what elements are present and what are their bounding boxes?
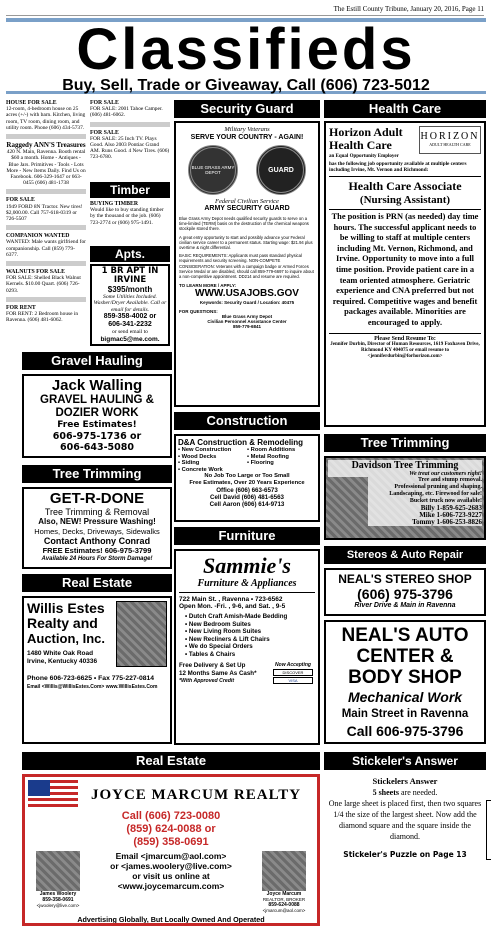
healthcare-intro: has the following job opportunity available at multiple centers including Irvine, Mt. Vernon and Richmond: (329, 161, 467, 173)
list-item: • Concrete Work (178, 466, 223, 473)
realestate1-phone: Phone 606-723-6625 • Fax 775-227-0814 (27, 675, 155, 682)
auto-l4: Mechanical Work (347, 689, 463, 705)
tree1-title: GET-R-DONE (49, 490, 145, 507)
stereo-phone: (606) 975-3796 (357, 586, 453, 602)
apts-phone2: 606-341-2232 (108, 321, 152, 329)
realestate1-email[interactable]: Email <Willis@WillisEstes.Com> www.WillisEstes.Com (27, 684, 158, 690)
list-item: • Wood Decks (178, 453, 217, 460)
apts-price: $395/month (107, 285, 153, 294)
auto-l6: Call 606-975-3796 (346, 723, 464, 739)
agent-photo (116, 601, 167, 667)
tree1-service: Tree Trimming & Removal (44, 507, 150, 517)
agent-photo-2 (262, 851, 306, 891)
tree2-tag: We treat our customers right! (328, 471, 482, 477)
security-p1: Blue Grass Army Depot needs qualified security guards to serve on a time-limited (TERM) basis on the destruction of the chemical weapons stockpile stored there. (179, 216, 309, 232)
list-item: • New Recliners & Lift Chairs (185, 635, 270, 643)
list-item: • Siding (178, 460, 200, 467)
divider (6, 297, 86, 302)
healthcare-send: Please Send Resume To: (329, 333, 481, 342)
furniture-list (185, 613, 315, 659)
healthcare-title: Health Care Associate (329, 176, 481, 194)
gravel-heading: Gravel Hauling (22, 352, 172, 370)
stereo-ad (324, 568, 486, 616)
divider (90, 122, 170, 127)
list-item: FOR SALE FOR SALE: 2001 Tahoe Camper. (606) 481-6062. (90, 100, 163, 119)
apts-body: Some Utilities Included. Washer/Dryer Available. Call or email for details. (93, 294, 167, 313)
timber-title: BUYING TIMBER (90, 201, 139, 207)
gravel-phone2: 606-643-5080 (60, 442, 134, 453)
apts-email: bigmac5@me.com. (100, 335, 160, 343)
tree1-free: FREE Estimates! 606-975-3799 (42, 546, 152, 555)
stickeler-heading: Stickeler's Answer (324, 752, 486, 770)
tree1-ad (22, 487, 172, 569)
divider (6, 134, 86, 139)
stickeler-title: Stickelers Answer (372, 776, 438, 786)
gravel-service: GRAVEL HAULING & (40, 394, 154, 406)
list-item: FOR RENT FOR RENT: 2 Bedroom house in Ravenna. (606) 481-6062. (6, 304, 79, 324)
tree1-new: Also, NEW! Pressure Washing! (38, 517, 156, 526)
gravel-phone1: 606-975-1736 or (52, 431, 142, 442)
tree2-heading: Tree Trimming (324, 434, 486, 452)
realestate2-top (28, 780, 314, 810)
guard-seal: GUARD (256, 145, 306, 195)
stereo-loc: River Drive & Main in Ravenna (354, 602, 456, 609)
list-item: • We do Special Orders (185, 643, 253, 651)
security-questions: FOR QUESTIONS: (179, 309, 218, 315)
list-item: • New Construction (178, 447, 232, 453)
furniture-sub: Furniture & Appliances (179, 578, 315, 593)
list-item: • Metal Roofing (247, 453, 289, 460)
page-header: The Estill County Tribune, January 20, 2016, Page 11 (333, 5, 484, 13)
realestate2-name: JOYCE MARCUM REALTY (90, 786, 302, 803)
realestate2-p2: (859) 624-0088 or (126, 823, 216, 835)
security-serve: SERVE YOUR COUNTRY - AGAIN! (190, 134, 304, 141)
list-item: • New Living Room Suites (185, 628, 262, 636)
furniture-cards (271, 662, 315, 685)
tree2-services: Tree and stump removal. Professional pruning and shaping. Landscaping, etc. Firewood for sale! Bucket truck now available! Billy 1-859-625-2683 Mike 1-606-723-9227 Tommy 1-606-253-8826 (368, 477, 482, 526)
healthcare-top (329, 126, 481, 154)
security-p3: BASIC REQUIREMENTS: Applicants must pass standard physical requirements and security screening. NON-COMPETE CONSIDERATION: Veterans with a campaign badge or Armed Forces Service Medal or are disabled, should call 859-779-6697 to inquire about a non-competitive appointment. DD214 and resume are required. (179, 253, 314, 280)
construction-heading: Construction (174, 412, 320, 430)
furniture-heading: Furniture (174, 527, 320, 545)
list-item: • Dutch Craft Amish-Made Bedding (185, 613, 288, 620)
stickeler-body: One large sheet is placed first, then two squares 1/4 the size of the largest sheet. Now add the diamond square and the square inside the diamond. (328, 799, 482, 841)
list-item: WALNUTS FOR SALE FOR SALE: Shelled Black Walnut Kernels. $10.00 Quart. (606) 726-0293. (6, 269, 81, 294)
construction-l5: Cell Aaron (606) 614-9713 (209, 500, 285, 508)
gravel-service2: DOZIER WORK (55, 407, 139, 419)
edge-diagram (486, 800, 491, 860)
healthcare-ad (324, 121, 486, 427)
list-item: FOR SALE 1949 FORD 8N Tractor. New tires! $2,000.00. Call 757-618-0319 or 726-5507 (6, 197, 83, 223)
realestate2-p3: (859) 358-0691 (133, 836, 209, 848)
auto-l3: BODY SHOP (348, 667, 462, 688)
security-url[interactable]: WWW.USAJOBS.GOV (195, 288, 299, 300)
auto-l2: CENTER & (356, 646, 454, 667)
auto-ad (324, 620, 486, 744)
construction-title: D&A Construction & Remodeling (178, 438, 304, 447)
stickeler-count-line: 5 sheets are needed. (372, 788, 438, 797)
realestate2-contact: Email <jmarcum@aol.com> or <james.woolery@live.com> or visit us online at <www.joycemarcum.com> (110, 851, 232, 891)
healthcare-body: The position is PRN (as needed) day time hours. The successful applicant needs to be willing to staff at multiple centers including Mt. Vernon, Richmond, and Irvine. Opportunity to move into a full time position. Provide patient care in a team oriented atmosphere. Geriatric experience and CNA preferred but not required. Competitive wages and benefit packages available. Minorities are encouraged to apply. (329, 209, 481, 329)
furniture-ad (174, 549, 320, 745)
healthcare-eoe: an Equal Opportunity Employer (329, 154, 399, 159)
security-q1: Blue Grass Army Depot (221, 314, 273, 320)
timber-ad (90, 201, 170, 243)
healthcare-addr: Jennifer Durbin, Director of Human Resources, 1619 Foxhaven Drive, Richmond KY 404075 or email resume to <jenniferdurbin@forhorizon.com> (330, 341, 480, 359)
furniture-addr: 722 Main St. , Ravenna • 723-6562 (179, 596, 283, 603)
gravel-ad (22, 374, 172, 458)
security-fed: Federal Civilian Service (215, 198, 279, 205)
realestate1-ad (22, 596, 172, 744)
list-item: FOR SALE FOR SALE: 25 Inch TV. Plays Good. Also 2003 Pontiac Grand AM. Runs Good. 4 New Tires. (606) 723-6780. (90, 129, 170, 161)
apts-email-pre: or send email to (112, 329, 148, 336)
construction-l2: Free Estimates, Over 20 Years Experience (189, 479, 305, 486)
list-item: HOUSE FOR SALE 12-room, 4-bedroom house on 25 acres (+/-) with barn. Kitchen, living room, TV room, dining room, and utility room. Phone (606) 434-5737. (6, 100, 86, 131)
auto-l1: NEAL'S AUTO (341, 625, 469, 646)
timber-heading: Timber (90, 182, 170, 198)
divider (6, 189, 86, 194)
healthcare-company: Horizon Adult Health Care (329, 125, 403, 152)
construction-l1: No Job Too Large or Too Small (204, 473, 290, 480)
gravel-estimates: Free Estimates! (57, 420, 137, 430)
security-heading: Security Guard (174, 100, 320, 118)
apts-heading: Apts. (90, 246, 170, 262)
stereo-name: NEAL'S STEREO SHOP (338, 572, 472, 586)
apts-phone1: 859-358-4002 or (103, 313, 157, 321)
list-item: • Room Additions (247, 447, 296, 453)
classifieds-col2 (90, 100, 170, 180)
now-accepting: Now Accepting (275, 661, 311, 668)
furniture-terms: Free Delivery & Set Up 12 Months Same As Cash* *With Approved Credit (179, 661, 257, 684)
army-depot-seal: BLUE GRASS ARMY DEPOT (188, 145, 238, 195)
security-keywords: Keywords: Security Guard / Location: 40475 (199, 300, 295, 306)
security-ad (174, 121, 320, 407)
banner-title: Classifieds (76, 17, 416, 82)
healthcare-heading: Health Care (324, 100, 486, 118)
stickeler-footer: Stickeler's Puzzle on Page 13 (343, 850, 467, 859)
tree2-ad (324, 456, 486, 540)
security-veterans: Military Veterans (224, 126, 270, 133)
classifieds-banner (6, 18, 486, 94)
tree2-name: Davidson Tree Trimming (328, 460, 482, 471)
auto-l5: Main Street in Ravenna (341, 708, 469, 720)
tree1-contact: Contact Anthony Conrad (43, 536, 151, 546)
divider (6, 225, 86, 230)
security-q2: Civilian Personnel Assistance Center (207, 319, 287, 325)
apts-title: 1 BR APT IN IRVINE (101, 266, 159, 285)
gravel-name: Jack Walling (51, 377, 143, 394)
agent-photo-1 (36, 851, 80, 891)
banner-subtitle: Buy, Sell, Trade or Giveaway, Call (606) 723-5012 (62, 77, 430, 94)
stereo-heading: Stereos & Auto Repair (324, 546, 486, 564)
furniture-name: Sammie's (202, 553, 291, 578)
timber-body: Would like to buy standing timber by the thousand or the job. (606) 723-2774 or (606) 975-1491. (90, 207, 164, 226)
stickeler-answer (324, 774, 486, 924)
security-army: ARMY SECURITY GUARD (204, 205, 290, 212)
apts-ad (90, 264, 170, 346)
visa-icon: VISA (273, 677, 313, 684)
realestate2-ad (22, 774, 320, 926)
construction-list (178, 447, 316, 473)
horizon-logo: HORIZON ADULT HEALTH CARE (419, 126, 481, 154)
healthcare-title2: (Nursing Assistant) (359, 194, 451, 206)
realestate2-tag: Advertising Globally, But Locally Owned And Operated (77, 915, 265, 924)
realestate1-name: Willis Estes Realty and Auction, Inc. 1480 White Oak Road Irvine, Kentucky 40336 (27, 600, 105, 665)
realestate2-p1: Call (606) 723-0080 (121, 810, 221, 822)
tree1-heading: Tree Trimming (22, 465, 172, 483)
security-apply: TO LEARN MORE / APPLY: (179, 283, 237, 289)
flag-icon (28, 780, 78, 810)
discover-icon: DISCOVER (273, 669, 313, 676)
list-item: Raggedy ANN'S Treasures 420 N. Main, Ravenna. Booth rental $60 a month. Home - Antiques - Blue Jars. Primitives - Tools - Lots More - New Items Daily. Find Us on Facebook. 606-329-1647 or 663-0455 (606) 481-1738 (6, 141, 86, 187)
realestate1-top (27, 601, 167, 667)
security-q3: 859-779-6841 (232, 324, 262, 330)
realestate1-heading: Real Estate (22, 574, 172, 592)
list-item: COMPANION WANTED WANTED: Male wants girlfriend for companionship. Call (859) 779-6377. (6, 233, 86, 258)
classifieds-col1 (6, 100, 86, 345)
tree1-24hr: Available 24 Hours For Storm Damage! (41, 556, 153, 562)
agent-card-1: James Woolery 859-358-0691 <jwoolery@live.com> (28, 851, 88, 908)
construction-ad (174, 434, 320, 522)
construction-l4: Cell David (606) 481-6563 (210, 493, 284, 501)
furniture-hours: Open Mon. -Fri. , 9-6, and Sat. , 9-5 (179, 603, 286, 610)
construction-l3: Office (606) 663-6573 (216, 486, 278, 494)
realestate2-middle (28, 851, 314, 913)
security-seals (179, 145, 315, 195)
list-item: • Flooring (247, 460, 274, 467)
divider (6, 261, 86, 266)
furniture-bottom (179, 662, 315, 685)
list-item: • New Bedroom Suites (185, 620, 251, 628)
tree1-homes: Homes, Decks, Driveways, Sidewalks (34, 527, 160, 536)
realestate2-heading: Real Estate (22, 752, 320, 770)
list-item: • Tables & Chairs (185, 650, 236, 658)
security-p2: A great entry opportunity to start and possibly advance your Federal civilian service career to a permanent status. Starting wage: $21.94 plus overtime & night differential. (179, 234, 313, 251)
agent-card-2: Joyce Marcum REALTOR, BROKER 859-624-0088 <jmarcum@aol.com> (254, 851, 314, 913)
